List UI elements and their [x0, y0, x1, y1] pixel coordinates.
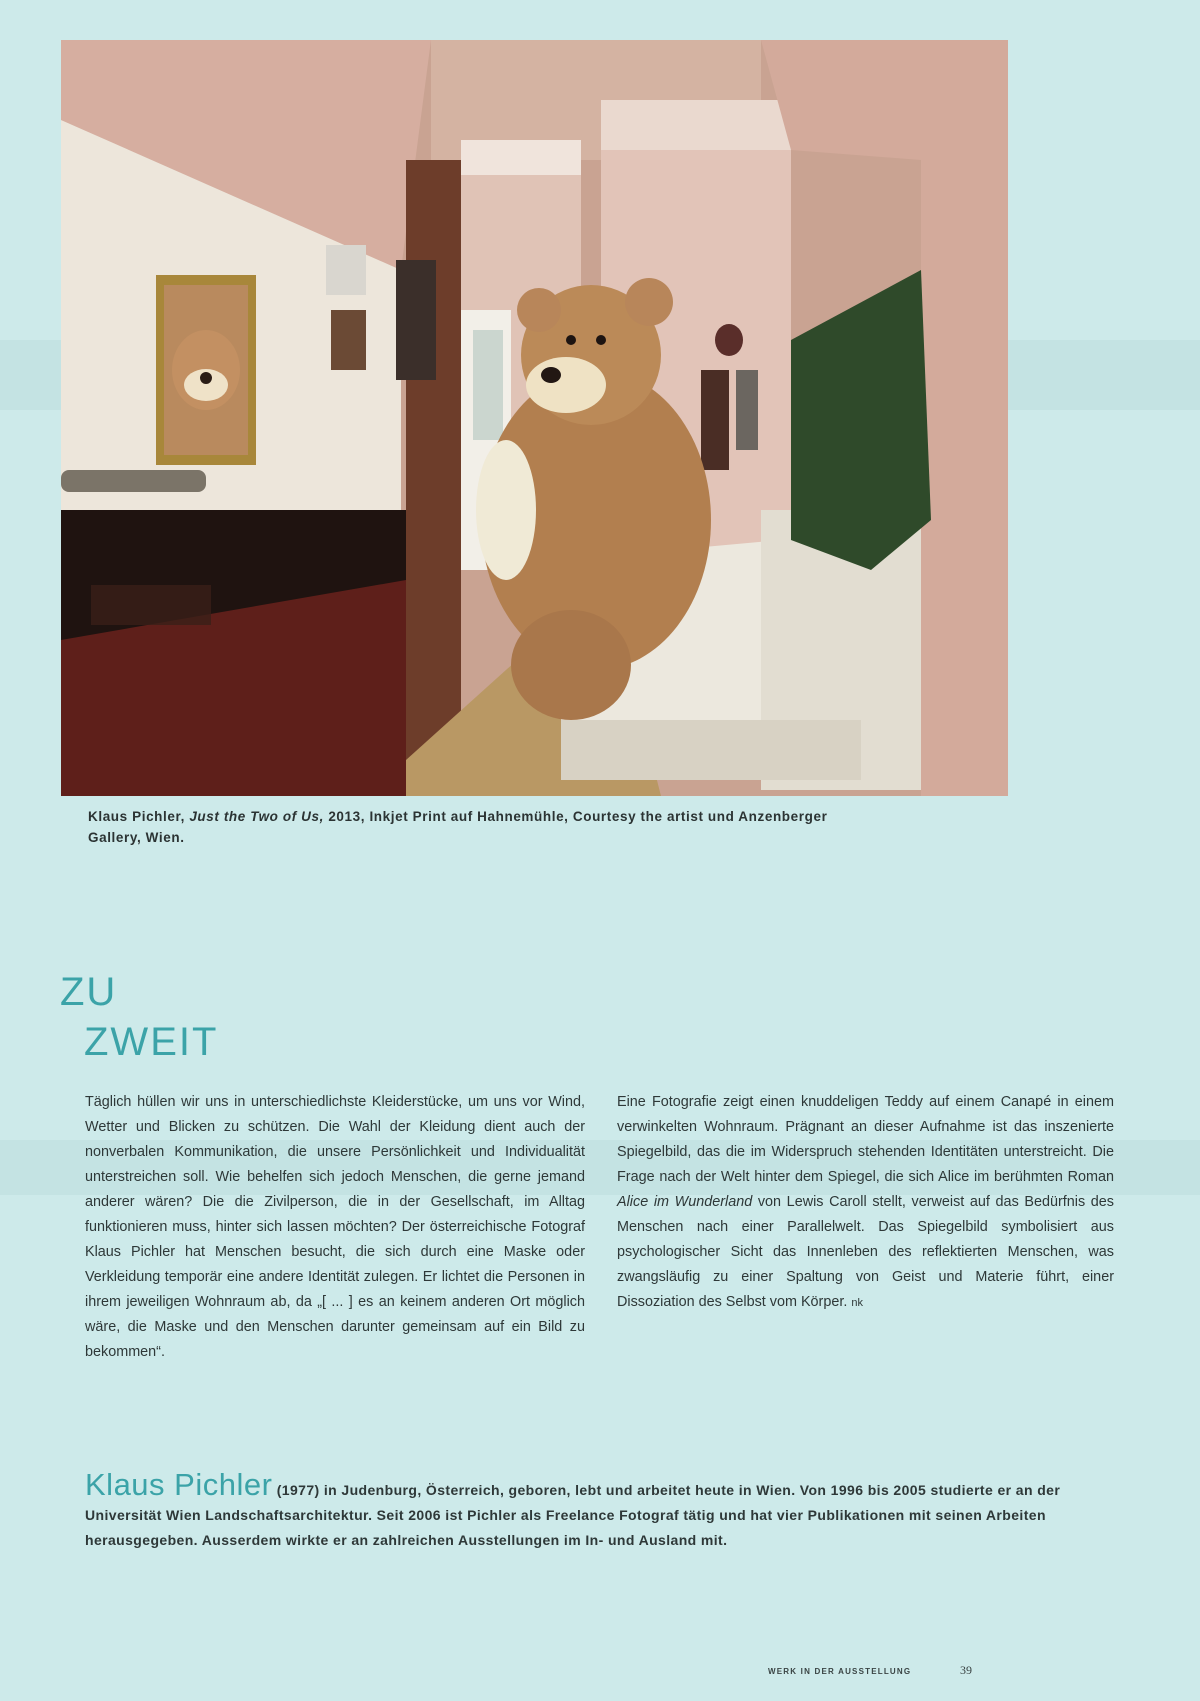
bio-artist-name: Klaus Pichler: [85, 1467, 273, 1502]
artist-bio: [85, 1467, 1075, 1553]
book-title: Alice im Wunderland: [617, 1194, 753, 1210]
caption-work-title: Just the Two of Us,: [189, 809, 324, 824]
author-initials: nk: [851, 1297, 863, 1309]
article-title-line2: ZWEIT: [84, 1020, 219, 1064]
photo-caption: [88, 806, 1008, 848]
page-number: 39: [960, 1663, 972, 1677]
footer-section-label: WERK IN DER AUSSTELLUNG: [768, 1667, 912, 1676]
teddy-bear-photo: [61, 40, 1008, 796]
caption-details-continued: Gallery, Wien.: [88, 830, 185, 845]
article-text-continued: von Lewis Caroll stellt, verweist auf das Bedürfnis des Menschen nach einer Parallelwelt. Das Spiegelbild symbolisiert aus psychologischer Sicht das Innenleben des reflektierten Menschen, was zwangsläufig zu einer Spaltung von Geist und Materie führt, einer Dissoziation des Selbst vom Körper.: [617, 1194, 1115, 1310]
bio-text: (1977) in Judenburg, Österreich, geboren, lebt und arbeitet heute in Wien. Von 1996 bis 2005 studierte er an der Universität Wien Landschaftsarchitektur. Seit 2006 ist Pichler als Freelance Fotograf tätig und hat vier Publikationen mit seinen Arbeiten herausgegeben. Ausserdem wirkte er an zahlreichen Ausstellungen im In- und Ausland mit.: [85, 1482, 1061, 1548]
article-column-right: [617, 1090, 1114, 1316]
photo-illustration: [61, 40, 1008, 796]
article-column-left: Täglich hüllen wir uns in unterschiedlichste Kleiderstücke, um uns vor Wind, Wetter und Blicken zu schützen. Die Wahl der Kleidung dient auch der nonverbalen Kommunikation, die unsere Persönlichkeit und Individualität unterstreichen soll. Wie behelfen sich jedoch Menschen, die gerne jemand anderer wären? Die die Zivilperson, die in der Gesellschaft, im Alltag funktionieren muss, hinter sich lassen möchten? Der österreichische Fotograf Klaus Pichler hat Menschen besucht, die sich durch eine Maske oder Verkleidung temporär eine andere Identität zulegen. Er lichtet die Personen in ihrem jeweiligen Wohnraum ab, da „[ ... ] es an keinem anderen Ort möglich wäre, die Maske und den Menschen darunter gemeinsam auf ein Bild zu bekommen“.: [85, 1094, 585, 1360]
article-title-line1: ZU: [60, 970, 118, 1014]
article-text: Eine Fotografie zeigt einen knuddeligen Teddy auf einem Canapé in einem verwinkelten Wohnraum. Prägnant an dieser Aufnahme ist das inszenierte Spiegelbild, das die im Widerspruch stehenden Identitäten unterstreicht. Die Frage nach der Welt hinter dem Spiegel, die sich Alice im berühmten Roman: [617, 1094, 1114, 1185]
caption-details: 2013, Inkjet Print auf Hahnemühle, Courtesy the artist und Anzenberger: [328, 809, 828, 824]
caption-artist: Klaus Pichler,: [88, 809, 185, 824]
